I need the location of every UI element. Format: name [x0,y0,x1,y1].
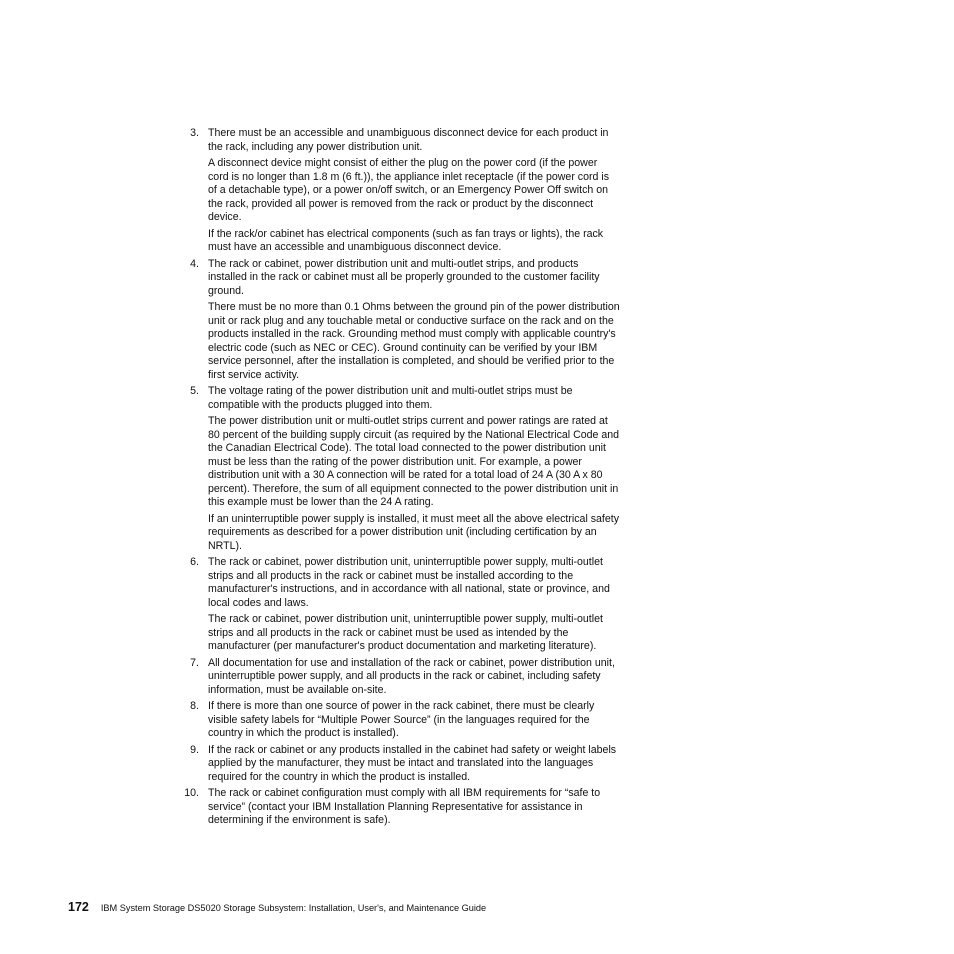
list-item-paragraph: If the rack/or cabinet has electrical components (such as fan trays or lights), the rack must have an accessible and unambiguous disconnect device. [208,227,604,253]
list-item-paragraph: There must be an accessible and unambiguous disconnect device for each product in the rack, including any power distribution unit. [208,127,609,153]
list-item-number: 4. [190,257,199,270]
list-item-paragraph: There must be no more than 0.1 Ohms between the ground pin of the power distribution unit or rack plug and any touchable metal or conductive surface on the rack and on the products installed in the rack. Grounding method must comply with applicable country's electric code (such as NEC or CEC). Ground continuity can be verified by your IBM service personnel, after the installation is completed, and should be verified prior to the first service activity. [208,301,620,381]
list-item [180,385,620,553]
page-footer [68,900,486,914]
list-item-number: 8. [190,700,199,712]
list-item-number: 5. [190,385,199,397]
list-item-number: 7. [190,656,199,669]
list-item-number: 3. [190,127,199,139]
list-item-paragraph: If an uninterruptible power supply is installed, it must meet all the above electrical safety requirements as described for a power distribution unit (including certification by an NRTL). [208,512,620,552]
list-item [180,787,620,828]
list-item-number: 9. [190,743,199,756]
list-item [180,700,620,741]
list-item-paragraph: All documentation for use and installation of the rack or cabinet, power distribution unit, uninterruptible power supply, and all products in the rack or cabinet, including safety information, must be available on-site. [208,656,615,696]
list-item-paragraph: The rack or cabinet, power distribution unit, uninterruptible power supply, multi-outlet strips and all products in the rack or cabinet must be used as intended by the manufacturer (per manufacturer's product documentation and marketing literature). [208,613,603,652]
list-item-paragraph: The rack or cabinet configuration must comply with all IBM requirements for “safe to service” (contact your IBM Installation Planning Representative for assistance in determining if the environment is safe). [208,787,601,826]
list-item-paragraph: The rack or cabinet, power distribution unit and multi-outlet strips, and products installed in the rack or cabinet must all be properly grounded to the customer facility ground. [208,257,600,297]
list-item-paragraph: A disconnect device might consist of either the plug on the power cord (if the power cord is no longer than 1.8 m (6 ft.)), the appliance inlet receptacle (if the power cord is of a detachable type), or a power on/off switch, or an Emergency Power Off switch on the rack, provided all power is removed from the rack or product by the disconnect device. [208,157,610,223]
list-item [180,657,620,698]
list-item-paragraph: If there is more than one source of power in the rack cabinet, there must be clearly visible safety labels for “Multiple Power Source” (in the languages required for the country in which the product is installed). [208,700,595,739]
list-item-number: 6. [190,556,199,568]
guide-title: IBM System Storage DS5020 Storage Subsystem: Installation, User's, and Maintenance Guide [100,903,487,913]
list-item [180,258,620,383]
list-item-paragraph: The voltage rating of the power distribution unit and multi-outlet strips must be compatible with the products plugged into them. [208,385,573,411]
document-body [180,127,620,831]
list-item-paragraph: The power distribution unit or multi-outlet strips current and power ratings are rated at 80 percent of the building supply circuit (as required by the National Electrical Code and the Canadian Electrical Code). The total load connected to the power distribution unit must be less than the rating of the power distribution unit. For example, a power distribution unit with a 30 A connection will be rated for a total load of 24 A (30 A x 80 percent). Therefore, the sum of all equipment connected to the power distribution unit in this example must be lower than the 24 A rating. [208,415,620,508]
page-number: 172 [68,900,89,914]
list-item [180,556,620,654]
list-item [180,127,620,255]
list-item-paragraph: If the rack or cabinet or any products installed in the cabinet had safety or weight labels applied by the manufacturer, they must be intact and translated into the languages required for the country in which the product is installed. [208,743,617,783]
list-item-number: 10. [184,787,199,799]
list-item [180,744,620,785]
list-item-paragraph: The rack or cabinet, power distribution unit, uninterruptible power supply, multi-outlet strips and all products in the rack or cabinet must be installed according to the manufacturer's instructions, and in accordance with all national, state or province, and local codes and laws. [208,556,610,609]
